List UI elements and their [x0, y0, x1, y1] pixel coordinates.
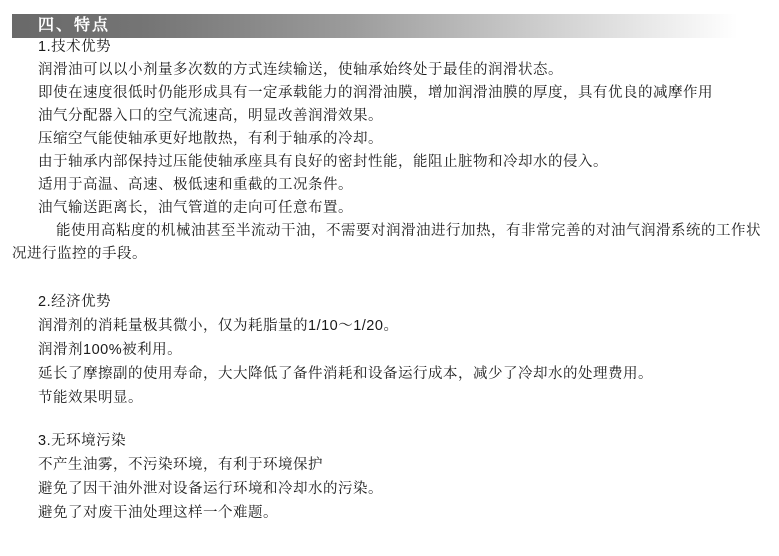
- text-paragraph-wrapped: 能使用高粘度的机械油甚至半流动干油，不需要对润滑油进行加热，有非常完善的对油气润滑系统的工作状况进行监控的手段。: [12, 223, 761, 262]
- text-line: 延长了摩擦副的使用寿命，大大降低了备件消耗和设备运行成本，减少了冷却水的处理费用。: [38, 366, 653, 382]
- text-line: 润滑油可以以小剂量多次数的方式连续输送，使轴承始终处于最佳的润滑状态。: [38, 62, 563, 78]
- text-line: 适用于高温、高速、极低速和重截的工况条件。: [38, 177, 353, 193]
- text-line: 压缩空气能使轴承更好地散热，有利于轴承的冷却。: [38, 131, 383, 147]
- section-heading: 1.技术优势: [38, 39, 112, 55]
- section-heading: 3.无环境污染: [38, 433, 127, 449]
- text-line: 不产生油雾，不污染环境，有利于环境保护: [38, 457, 323, 473]
- section-technical-advantages: [12, 36, 772, 266]
- section-header-bar: [12, 14, 760, 38]
- text-line: 润滑剂的消耗量极其微小，仅为耗脂量的1/10～1/20。: [38, 318, 399, 334]
- text-line: 油气输送距离长，油气管道的走向可任意布置。: [38, 200, 353, 216]
- text-line: 润滑剂100%被利用。: [38, 342, 183, 358]
- section-no-pollution: [12, 429, 772, 525]
- text-line: 节能效果明显。: [38, 390, 143, 406]
- text-line: 避免了对废干油处理这样一个难题。: [38, 505, 278, 521]
- text-line: 由于轴承内部保持过压能使轴承座具有良好的密封性能，能阻止脏物和冷却水的侵入。: [38, 154, 608, 170]
- text-line: 避免了因干油外泄对设备运行环境和冷却水的污染。: [38, 481, 383, 497]
- section-heading: 2.经济优势: [38, 294, 112, 310]
- text-line: 油气分配器入口的空气流速高，明显改善润滑效果。: [38, 108, 383, 124]
- page-title: 四、特点: [38, 17, 111, 34]
- section-economic-advantages: [12, 290, 772, 410]
- text-line: 即使在速度很低时仍能形成具有一定承载能力的润滑油膜，增加润滑油膜的厚度，具有优良的减摩作用: [38, 85, 713, 101]
- document-content: [12, 36, 772, 525]
